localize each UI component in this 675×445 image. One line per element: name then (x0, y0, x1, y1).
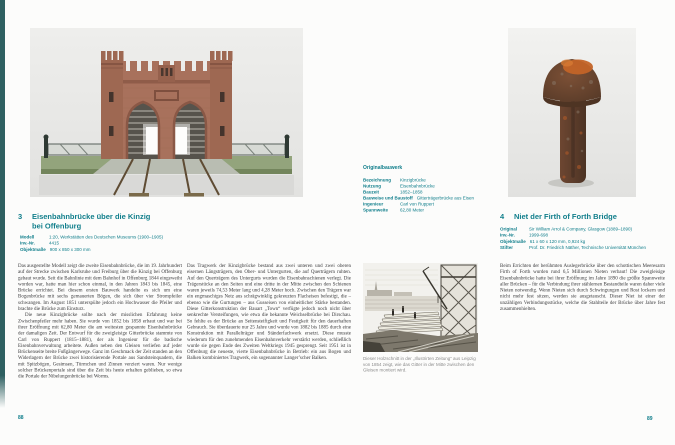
meta-label: Stifter (500, 245, 514, 251)
rivet-photo (508, 28, 636, 197)
book-cover-edge (0, 0, 5, 408)
page-number-right: 89 (647, 416, 653, 422)
paragraph: Das Tragwerk der Kinzigbrücke bestand aus zwei unteren und zwei oberen eisernen Längsträgern, den Ober- und Untergurten, die auf Querträgern ruhten. Auf den Querträgern des Untergurts wurden die Eisenbahnschienen verlegt. Die Trägerstücke an den Seiten und eine dritte in der Mitte zwischen den Schienen waren jeweils 74,53 Meter lang und 4,28 Meter hoch. Zwischen den Trägern war ein engmaschiges Netz aus schrägwinklig gekreuzten Flacheisen befestigt, die – ebenso wie die Gurtungen – aus Gusseisen von einheitlicher Stärke bestanden. Diese Gitterkonstruktion der Bauart „Town“ verfügte jedoch noch nicht über senkrechte Versteifungen, wie etwa die bekannte Weichselbrücke bei Dirschau. So fehlte es der Brücke an Seitensteifigkeit und Festigkeit für den dauerhaften Gebrauch. Sie überdauerte nur 25 Jahre und wurde von 1882 bis 1885 durch eine Konstruktion mit Parallelträger und Ständerfachwerk ersetzt. Diese musste wiederum für den zunehmenden Eisenbahnverkehr verstärkt werden, schließlich wurde sie gegen Ende des Zweiten Weltkriegs 1945 gesprengt. Seit 1951 ist in Offenburg die neueste, vierte Eisenbahnbrücke in Betrieb: ein aus Bogen und Balken kombiniertes Tragwerk, ein sogenannter Langer’scher Balken. (187, 263, 351, 361)
right-item-title-text: Niet der Firth of Forth Bridge (514, 212, 617, 221)
left-item-number: 3 (18, 212, 23, 221)
meta-label: Objektmaße (500, 238, 526, 244)
bridge-model-illustration (30, 28, 303, 197)
meta-value: 1852–1858 (400, 189, 423, 195)
meta-value: Carl von Ruppert (400, 201, 435, 207)
paragraph: Beim Errichten der berühmten Auslegerbrücke über den schottischen Meeresarm Firth of Forth wurden rund 6,5 Millionen Nieten verbaut! Die zweigleisige Eisenbahnbrücke hatte bei ihrer Eröffnung im Jahre 1890 die größte Spannweite aller Brücken – für die Verbindung ihrer stählernen Bestandteile waren daher viele Nieten notwendig. Wenn Nieten sich durch Schwingungen und Rost lockern und nicht mehr fest sitzen, werden sie ausgetauscht. Dieser Niet ist einer der unzähligen Verbindungsstücke, welche die Stahlteile der Brücke über Jahre fest zusammenhielten. (500, 263, 665, 312)
meta-row-objektmasse (20, 246, 300, 252)
meta-label: Bauzeit (363, 189, 380, 195)
meta-row-stifter (500, 245, 667, 251)
engraving-caption: Dieser Holzschnitt in der „Illustrirten Zeitung“ aus Leipzig von 1854 zeigt, wie das Gitter in der Mitte zwischen den Gleisen montiert wird. (363, 356, 476, 373)
meta-label: Spannweite (363, 207, 389, 213)
meta-label: Bezeichnung (363, 177, 392, 183)
meta-value: Eisenbahnbrücke (400, 183, 435, 189)
meta-value: Sir William Arrol & Company, Glasgow (1889–1890) (529, 226, 632, 232)
meta-value: 1999-698 (529, 232, 549, 238)
meta-value: Prof. Dr. Friedrich Näther, Technische Universität München (529, 245, 646, 251)
meta-label: Objektmaße (20, 246, 46, 252)
meta-label: Inv.-Nr. (500, 232, 515, 238)
meta-value: 4415 (49, 240, 60, 246)
meta-value: 1:20, Werkstätten des Deutschen Museums (1900–1905) (49, 234, 163, 240)
left-title-line2: bei Offenburg (32, 222, 82, 231)
engraving-illustration (363, 263, 478, 352)
paragraph: Das ausgestellte Modell zeigt die zweite Eisenbahnbrücke, die im 19. Jahrhundert auf der Strecke zwischen Karlsruhe und Freiburg über die Kinzig bei Offenburg gebaut wurde. Seit die Bahnlinie mit dem Bahnhof in Offenburg 1844 eingeweiht worden war, hatte man hier schon einmal, in den Jahren 1843 bis 1845, eine Brücke errichtet. Bei diesem ersten Bauwerk handelte es sich um eine Bogenbrücke mit sechs gemauerten Bögen, die sich über vier Strompfeiler schwangen. Im August 1851 unterspülte jedoch ein Hochwasser die Pfeiler und brachte die Brücke zum Einsturz. (18, 263, 182, 312)
construction-engraving (363, 263, 478, 352)
meta-label: Ingenieur (363, 201, 384, 207)
meta-value: Kinzigbrücke (400, 177, 426, 183)
paragraph: Die neue Kinzigbrücke sollte nach der misslichen Erfahrung keine Zwischenpfeiler mehr haben. Sie wurde von 1852 bis 1858 erbaut und war bei ihrer Eröffnung mit 62,80 Meter die am weitesten gespannte Eisenbahnbrücke der damaligen Zeit. Der Entwurf für die zweigleisige Gitterbrücke stammte von Carl von Ruppert (1815–1881), der als Ingenieur für die badische Eisenbahnverwaltung arbeitete. Außen neben den Gleisen verliefen auf jeder Brückenseite breite Fußgängerwege. Ganz im Geschmack der Zeit standen an den Widerlagern der Brücke zwei historisierende Portale aus Sandsteinquadern, die mit Spitzbögen, Gesimsen, Türmchen und Zinnen verziert waren. Nur wenige solcher Brückenportale sind über die Zeit bis heute erhalten geblieben, so etwa die Portale der Nibelungenbrücke bei Worms. (18, 312, 182, 380)
meta-row-spannweite (363, 207, 488, 213)
rivet-illustration (508, 28, 636, 197)
meta-value: 62,80 Meter (400, 207, 425, 213)
meta-value: 900 x 850 x 300 mm (49, 246, 91, 252)
meta-label: Nutzung (363, 183, 381, 189)
meta-label: Bauweise und Baustoff (363, 195, 413, 201)
right-item-title (500, 212, 670, 222)
meta-label: Original (500, 226, 518, 232)
left-title-line1: Eisenbahnbrücke über die Kinzig (32, 212, 151, 221)
meta-label: Inv.-Nr. (20, 240, 35, 246)
left-body-column-2 (187, 263, 351, 361)
left-item-title-text (32, 212, 150, 231)
meta-label: Modell (20, 234, 35, 240)
right-body-column (500, 263, 665, 312)
left-item-title (18, 212, 228, 231)
right-meta-block (500, 226, 667, 251)
bridge-model-photo (30, 28, 303, 197)
right-item-number: 4 (500, 212, 505, 221)
left-meta-block (20, 234, 300, 253)
left-body-column-1 (18, 263, 182, 380)
originalbauwerk-heading: Originalbauwerk (363, 165, 403, 171)
originalbauwerk-meta-block (363, 177, 488, 213)
page-number-left: 88 (18, 415, 24, 421)
meta-value: Gitterträgerbrücke aus Eisen (416, 195, 475, 201)
meta-value: 61 x 60 x 120 mm, 0,924 kg (529, 238, 586, 244)
